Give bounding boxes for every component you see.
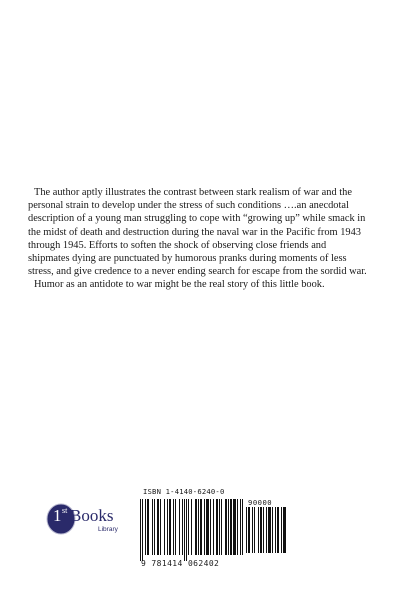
barcode-bar <box>283 507 286 553</box>
isbn-barcode <box>140 487 295 572</box>
barcode-bar <box>154 499 155 555</box>
isbn-label: ISBN 1-4140-6240-0 <box>143 487 225 496</box>
barcode-bar <box>186 499 187 561</box>
barcode-bar <box>240 499 241 555</box>
barcode-bar <box>219 499 220 555</box>
barcode-bar <box>142 499 143 561</box>
barcode-bar <box>140 499 141 561</box>
barcode-bar <box>266 507 267 553</box>
barcode-bar <box>242 499 243 555</box>
blurb-paragraph-2: Humor as an antidote to war might be the real story of this little book. <box>34 279 325 291</box>
barcode-bar <box>230 499 232 555</box>
barcode-bar <box>248 507 250 553</box>
barcode-bar <box>175 499 176 555</box>
barcode-bar <box>145 499 146 555</box>
barcode-bar <box>225 499 227 555</box>
barcode-bar <box>221 499 222 555</box>
ean-digits: 9 781414 062402 <box>141 559 220 568</box>
barcode-bar <box>147 499 149 555</box>
barcode-bar <box>263 507 264 553</box>
barcode-bar <box>213 499 214 555</box>
publisher-logo <box>43 500 133 542</box>
barcode-bar <box>198 499 199 555</box>
barcode-bar <box>275 507 276 553</box>
addon-digits: 90000 <box>248 498 273 507</box>
barcode-bar <box>254 507 255 553</box>
barcode-bar <box>216 499 218 555</box>
barcode-bar <box>258 507 259 553</box>
blurb-paragraph-1: The author aptly illustrates the contrast between stark realism of war and the personal strain to develop under the stress of such conditions ….an anecdotal description of a young man struggling to cope with “growing up” while smack in the midst of death and destruction during the naval war in the Pacific from 1943 through 1945. Efforts to soften the shock of observing close friends and shipmates dying are punctuated by humorous pranks during moments of less stress, and give credence to a never ending search for escape from the sordid war. <box>28 187 367 278</box>
barcode-bar <box>210 499 211 555</box>
barcode-bar <box>233 499 236 555</box>
barcode-bar <box>268 507 271 553</box>
ean-barcode-bars <box>140 499 244 561</box>
back-cover-blurb <box>28 186 368 292</box>
barcode-bar <box>237 499 238 555</box>
barcode-bar <box>260 507 262 553</box>
barcode-bar <box>167 499 168 555</box>
barcode-bar <box>184 499 185 561</box>
barcode-bar <box>252 507 253 553</box>
barcode-bar <box>272 507 273 553</box>
barcode-bar <box>281 507 282 553</box>
barcode-bar <box>157 499 159 555</box>
barcode-bar <box>152 499 153 555</box>
barcode-bar <box>206 499 209 555</box>
barcode-bar <box>188 499 189 555</box>
logo-st-text: st <box>62 506 68 515</box>
barcode-bar <box>246 507 247 553</box>
barcode-bar <box>195 499 197 555</box>
barcode-bar <box>228 499 229 555</box>
barcode-bar <box>204 499 205 555</box>
barcode-bar <box>182 499 183 555</box>
logo-one-text: 1 <box>53 506 62 525</box>
barcode-bar <box>191 499 192 555</box>
barcode-bar <box>277 507 279 553</box>
logo-library-text: Library <box>98 526 118 533</box>
barcode-bar <box>200 499 202 555</box>
logo-books-text: Books <box>70 506 114 525</box>
barcode-bar <box>173 499 174 555</box>
barcode-bar <box>160 499 161 555</box>
barcode-bar <box>179 499 180 555</box>
addon-barcode-bars <box>246 507 294 559</box>
barcode-bar <box>164 499 165 555</box>
barcode-bar <box>169 499 171 555</box>
